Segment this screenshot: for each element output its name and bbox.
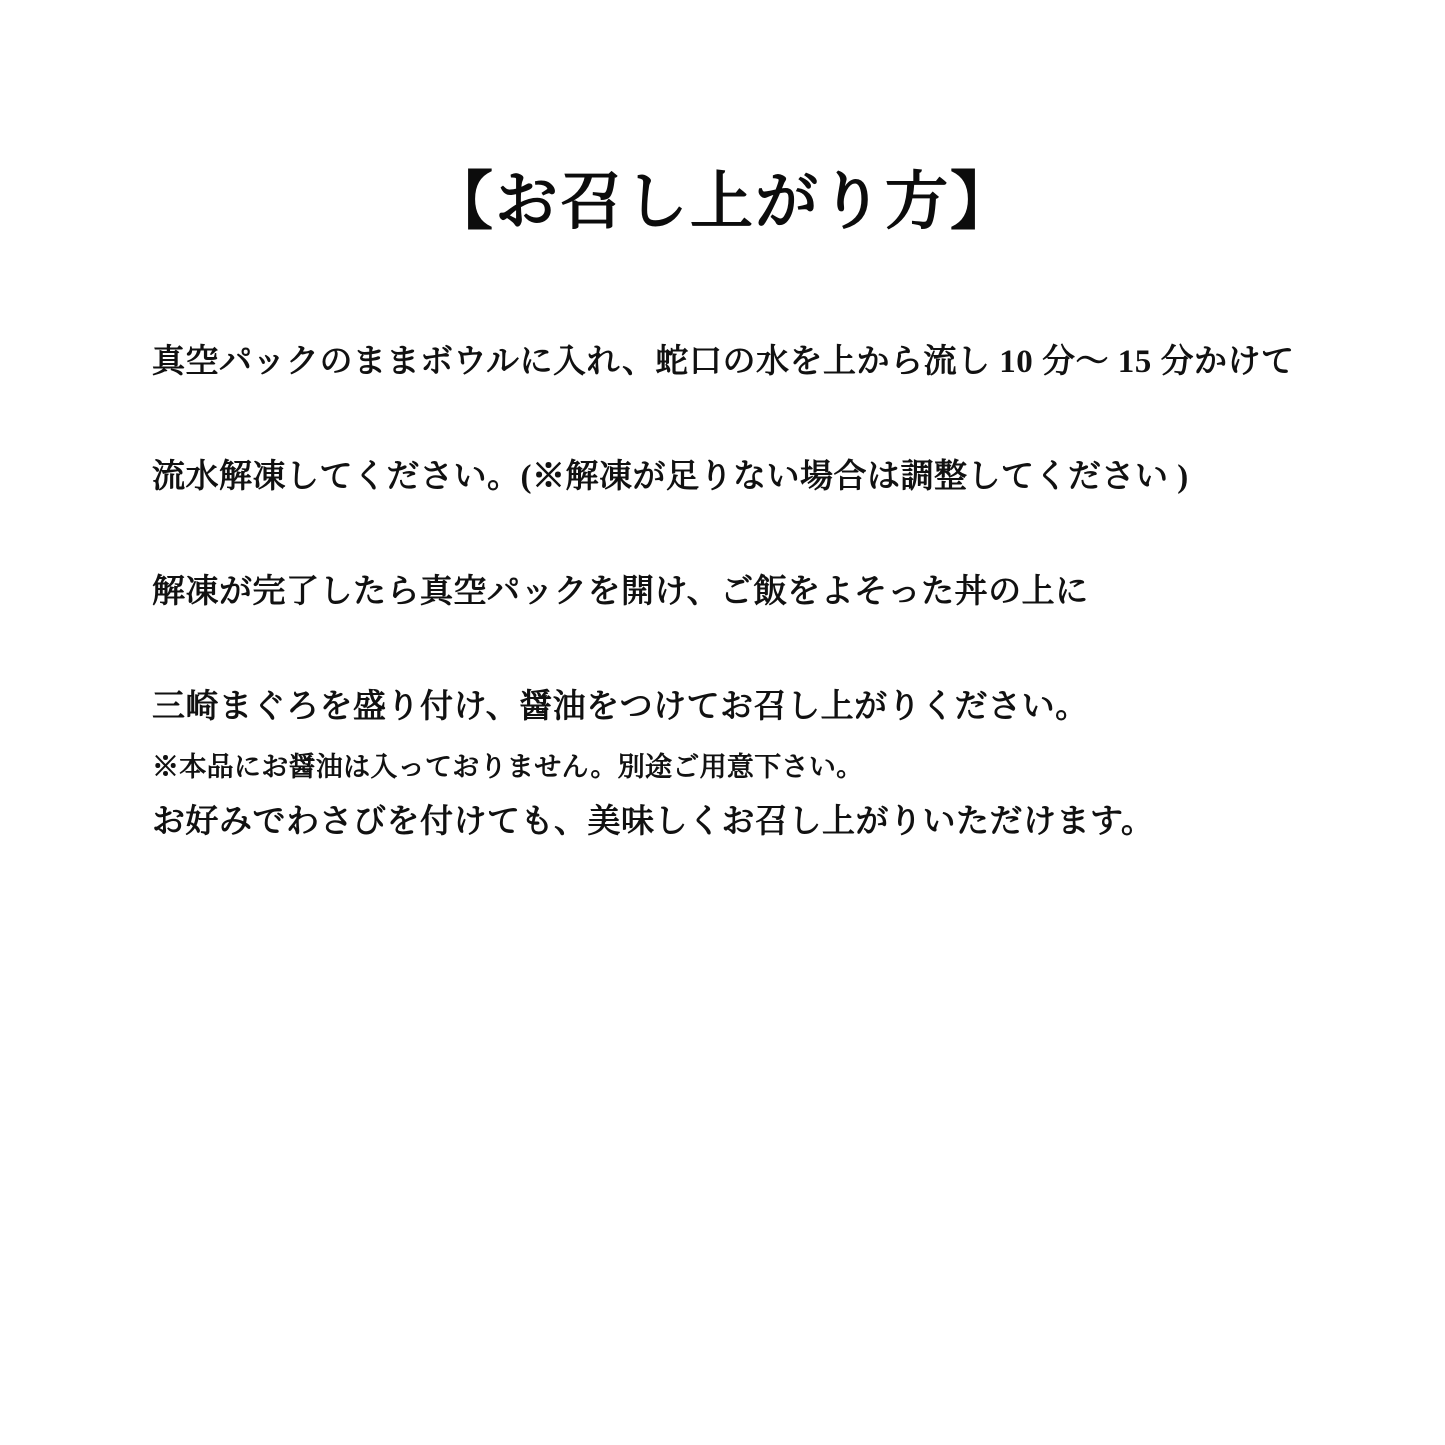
- instruction-line: 流水解凍してください。(※解凍が足りない場合は調整してください ): [152, 459, 1189, 495]
- notes-block: [152, 718, 1312, 816]
- note-line: ※本品にお醤油は入っておりません。別途ご用意下さい。: [152, 752, 864, 782]
- instruction-line: お好みでわさびを付けても、美味しくお召し上がりいただけます。: [152, 804, 1155, 840]
- instruction-line: 真空パックのままボウルに入れ、蛇口の水を上から流し 10 分〜 15 分かけて: [152, 344, 1295, 380]
- instruction-line: 三崎まぐろを盛り付け、醤油をつけてお召し上がりください。: [152, 689, 1089, 725]
- page-title: 【お召し上がり方】: [430, 167, 1015, 238]
- instruction-line: 解凍が完了したら真空パックを開け、ご飯をよそった丼の上に: [152, 574, 1089, 610]
